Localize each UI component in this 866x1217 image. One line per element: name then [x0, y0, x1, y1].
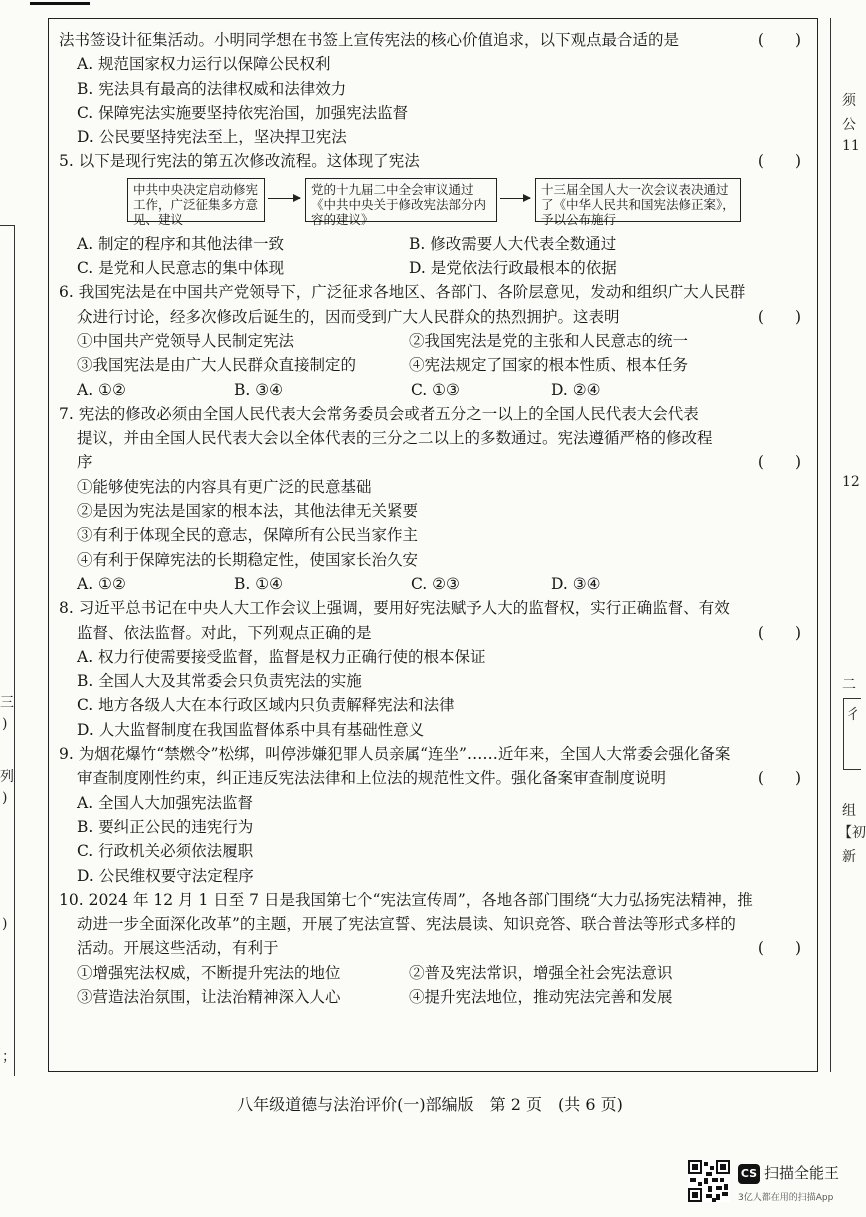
q4-option-b: B. 宪法具有最高的法律权威和法律效力: [77, 79, 347, 98]
q7-item-4: ④有利于保障宪法的长期稳定性，使国家长治久安: [77, 550, 419, 569]
left-edge-text-4: ): [2, 790, 8, 806]
q7-stem-line-3: 序 ( ): [77, 453, 801, 472]
page-footer: 八年级道德与法治评价(一)部编版 第 2 页 (共 6 页): [237, 1095, 623, 1114]
flow-step-2: 党的十九届二中全会审议通过《中共中央关于修改宪法部分内容的建议》: [305, 178, 497, 222]
q10-items-row-2: ③营造法治氛围，让法治精神深入人心 ④提升宪法地位，推动宪法完善和发展: [77, 987, 673, 1006]
q10-stem-line-3: 活动。开展这些活动，有利于 ( ): [77, 939, 801, 958]
q7-item-1: ①能够使宪法的内容具有更广泛的民意基础: [77, 477, 372, 496]
q5-stem: 5. 以下是现行宪法的第五次修改流程。这体现了宪法 ( ): [59, 152, 801, 171]
q7-stem-line-1: 7. 宪法的修改必须由全国人民代表大会常务委员会或者五分之一以上的全国人民代表大会代表: [59, 404, 699, 423]
q10-items-row-1: ①增强宪法权威，不断提升宪法的地位 ②普及宪法常识，增强全社会宪法意识: [77, 963, 673, 982]
left-edge-text-3: 列: [0, 769, 14, 785]
question-content: [59, 28, 807, 1009]
q4-option-a: A. 规范国家权力运行以保障公民权利: [77, 55, 331, 74]
right-edge-text-2: 公: [842, 117, 856, 133]
right-edge-text-8: 【初: [838, 825, 866, 841]
q10-stem-line-1: 10. 2024 年 12 月 1 日至 7 日是我国第七个“宪法宣传周”，各地各部门围绕“大力弘扬宪法精神，推: [59, 890, 753, 909]
flow-step-1: 中共中央决定启动修宪工作，广泛征集多方意见、建议: [127, 178, 265, 222]
q6-items-row-2: ③我国宪法是由广大人民群众直接制定的 ④宪法规定了国家的根本性质、根本任务: [77, 356, 689, 375]
q8-option-d: D. 人大监督制度在我国监督体系中具有基础性意义: [77, 720, 425, 739]
q8-stem-line-2: 监督、依法监督。对此，下列观点正确的是 ( ): [77, 623, 801, 642]
q4-option-d: D. 公民要坚持宪法至上，坚决捍卫宪法: [77, 128, 347, 147]
flow-step-3: 十三届全国人大一次会议表决通过了《中华人民共和国宪法修正案》，予以公布施行: [535, 178, 741, 222]
q4-option-c: C. 保障宪法实施要坚持依宪治国，加强宪法监督: [77, 103, 409, 122]
right-edge-text-3: 11: [842, 138, 860, 154]
q9-option-b: B. 要纠正公民的违宪行为: [77, 817, 254, 836]
q8-option-c: C. 地方各级人大在本行政区域内只负责解释宪法和法律: [77, 696, 455, 715]
q6-stem-line-2: 众进行讨论，经多次修改后诞生的，因而受到广大人民群众的热烈拥护。这表明 ( ): [77, 307, 801, 326]
q9-option-d: D. 公民维权要守法定程序: [77, 866, 254, 885]
left-binding-border: [0, 225, 15, 1076]
q9-option-a: A. 全国人大加强宪法监督: [77, 793, 254, 812]
q6-options: A. ①② B. ③④ C. ①③ D. ②④: [77, 380, 601, 399]
q7-stem-line-2: 提议，并由全国人民代表大会以全体代表的三分之二以上的多数通过。宪法遵循严格的修改程: [77, 429, 713, 448]
right-edge-text-9: 新: [842, 849, 856, 865]
top-rule: [30, 2, 90, 5]
left-edge-text-5: ): [2, 916, 8, 932]
q4-stem: 法书签设计征集活动。小明同学想在书签上宣传宪法的核心价值追求，以下观点最合适的是 ( ): [59, 31, 801, 49]
scanner-tagline: 3亿人都在用的扫描App: [738, 1193, 834, 1203]
q7-item-3: ③有利于体现全民的意志，保障所有公民当家作主: [77, 526, 419, 545]
qr-code-icon: [688, 1160, 730, 1202]
flow-arrow-1: [268, 198, 300, 199]
right-edge-text-6: 彳: [846, 707, 860, 723]
right-edge-text-4: 12: [842, 474, 860, 490]
q5-options-row-1: A. 制定的程序和其他法律一致 B. 修改需要人大代表全数通过: [77, 234, 617, 253]
q9-option-c: C. 行政机关必须依法履职: [77, 842, 254, 861]
q7-options: A. ①② B. ①④ C. ②③ D. ③④: [77, 574, 601, 593]
right-edge-text-5: 二: [842, 677, 856, 693]
right-column-border: [830, 18, 861, 1072]
right-edge-text-1: 须: [842, 93, 856, 109]
q9-stem-line-2: 审查制度刚性约束，纠正违反宪法法律和上位法的规范性文件。强化备案审查制度说明 ( ): [77, 769, 801, 788]
q8-option-a: A. 权力行使需要接受监督，监督是权力正确行使的根本保证: [77, 647, 486, 666]
q6-stem-line-1: 6. 我国宪法是在中国共产党领导下，广泛征求各地区、各部门、各阶层意见，发动和组织广大人民群: [59, 283, 746, 302]
right-edge-text-7: 组: [842, 803, 856, 819]
q8-stem-line-1: 8. 习近平总书记在中央人大工作会议上强调，要用好宪法赋予人大的监督权，实行正确监督、有效: [59, 599, 730, 618]
q10-stem-line-2: 动进一步全面深化改革”的主题，开展了宪法宣誓、宪法晨读、知识竞答、联合普法等形式多样的: [77, 915, 736, 934]
left-edge-text-6: ；: [2, 1049, 16, 1065]
scanner-logo-icon: CS: [738, 1164, 760, 1184]
q6-items-row-1: ①中国共产党领导人民制定宪法 ②我国宪法是党的主张和人民意志的统一: [77, 331, 689, 350]
q5-flowchart: [59, 176, 807, 228]
left-edge-text-1: 三: [0, 695, 14, 711]
q5-options-row-2: C. 是党和人民意志的集中体现 D. 是党依法行政最根本的依据: [77, 259, 617, 278]
left-edge-text-2: ): [2, 716, 8, 732]
flow-arrow-2: [500, 198, 530, 199]
q7-item-2: ②是因为宪法是国家的根本法，其他法律无关紧要: [77, 502, 419, 521]
q8-option-b: B. 全国人大及其常委会只负责宪法的实施: [77, 672, 362, 691]
scanner-brand: 扫描全能王: [764, 1164, 840, 1182]
q9-stem-line-1: 9. 为烟花爆竹“禁燃令”松绑，叫停涉嫌犯罪人员亲属“连坐”……近年来，全国人大常委会强化备案: [59, 745, 731, 764]
